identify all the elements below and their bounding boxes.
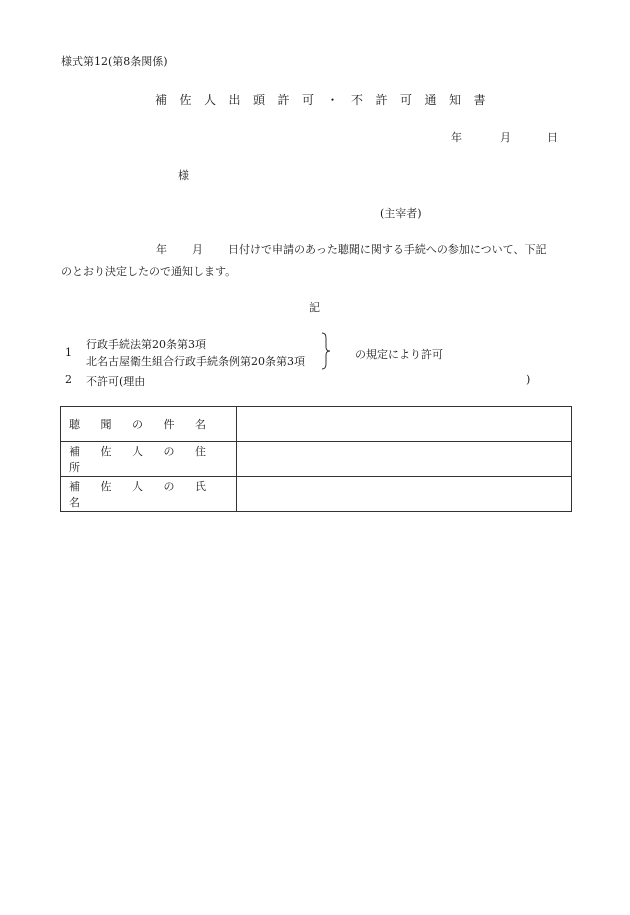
item-1-law-1: 行政手続法第20条第3項 [86, 338, 206, 351]
item-2-number: 2 [65, 373, 72, 386]
row-label-case-name: 聴聞の件名 [61, 407, 237, 442]
body-month-label: 月 [192, 243, 203, 256]
table-row [61, 407, 572, 442]
body-line-1 [156, 241, 546, 257]
item-2-text: 不許可(理由 [86, 375, 146, 388]
table-row [61, 442, 572, 477]
table-row [61, 477, 572, 512]
body-line-2: のとおり決定したので通知します。 [61, 265, 237, 278]
row-value-assistant-name[interactable] [237, 477, 572, 512]
date-year-label: 年 [451, 131, 462, 144]
sender-title: (主宰者) [380, 207, 422, 220]
item-2-close-paren: ) [526, 373, 531, 386]
hearing-info-table [60, 406, 572, 512]
row-label-assistant-name: 補佐人の氏名 [61, 477, 237, 512]
item-1-number: 1 [65, 346, 72, 359]
item-1-law-2: 北名古屋衛生組合行政手続条例第20条第3項 [86, 355, 305, 368]
addressee-honorific: 様 [178, 169, 189, 182]
curly-brace-icon [320, 332, 332, 370]
form-number: 様式第12(第8条関係) [61, 55, 168, 68]
date-month-label: 月 [500, 131, 511, 144]
row-label-assistant-address: 補佐人の住所 [61, 442, 237, 477]
date-day-label: 日 [547, 131, 558, 144]
item-1-rule-text: の規定により許可 [355, 348, 443, 361]
document-title: 補佐人出頭許可・不許可通知書 [155, 93, 499, 107]
body-year-label: 年 [156, 243, 167, 256]
row-value-case-name[interactable] [237, 407, 572, 442]
row-value-assistant-address[interactable] [237, 442, 572, 477]
ki-heading: 記 [309, 301, 320, 314]
body-text: 日付けで申請のあった聴聞に関する手続への参加について、下記 [228, 243, 547, 256]
